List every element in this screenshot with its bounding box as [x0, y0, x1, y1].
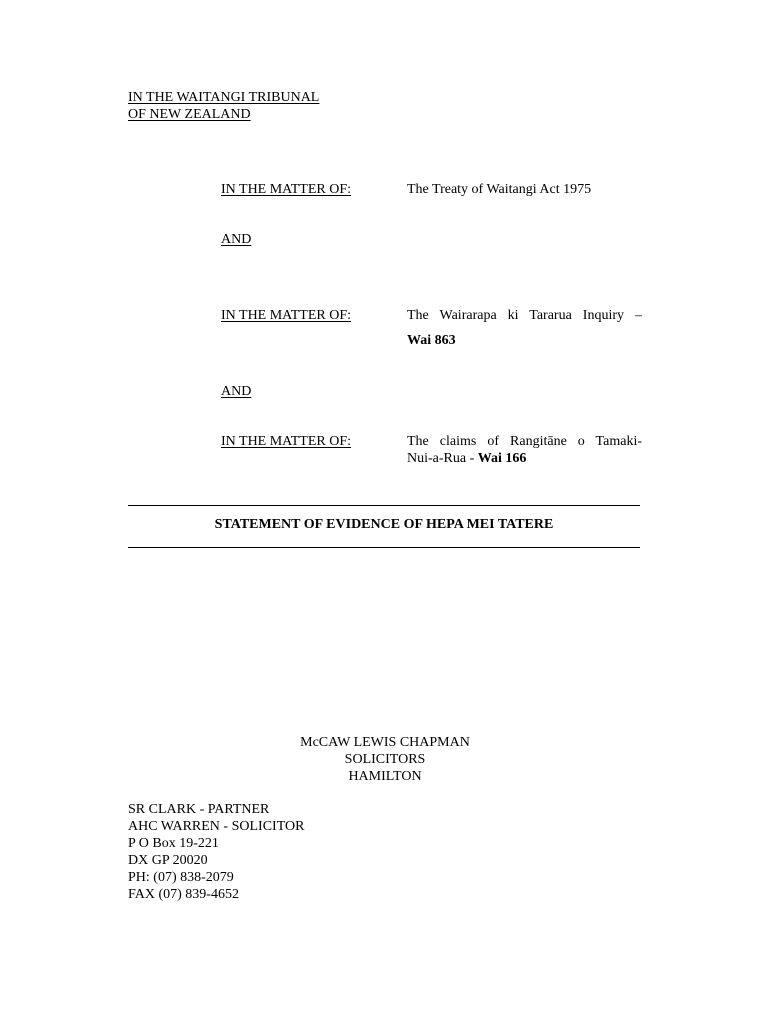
document-title: STATEMENT OF EVIDENCE OF HEPA MEI TATERE: [214, 517, 554, 532]
matter-2-label: IN THE MATTER OF:: [221, 308, 352, 323]
contact-line: SR CLARK - PARTNER: [128, 802, 270, 817]
tribunal-heading: [128, 89, 319, 123]
contact-line: P O Box 19-221: [128, 836, 219, 851]
title-bottom-rule: [128, 547, 640, 548]
firm-city: HAMILTON: [348, 769, 422, 784]
and-1: AND: [221, 232, 252, 247]
contact-line: PH: (07) 838-2079: [128, 870, 234, 885]
matter-3-value-line-2-text: Nui-a-Rua -: [407, 451, 478, 466]
title-top-rule: [128, 505, 640, 506]
matter-3-value-line-1: The claims of Rangitāne o Tamaki-: [407, 434, 642, 449]
contact-line: DX GP 20020: [128, 853, 208, 868]
matter-3-value-line-2: [407, 450, 642, 467]
firm-type: SOLICITORS: [344, 752, 426, 767]
law-firm-block: [180, 734, 590, 785]
contact-line: AHC WARREN - SOLICITOR: [128, 819, 305, 834]
matter-3-value: [407, 433, 642, 467]
tribunal-heading-line-2: OF NEW ZEALAND: [128, 107, 251, 122]
tribunal-heading-line-1: IN THE WAITANGI TRIBUNAL: [128, 90, 320, 105]
firm-name: McCAW LEWIS CHAPMAN: [300, 735, 470, 750]
matter-2-wai-number: [407, 332, 642, 349]
matter-1-label: IN THE MATTER OF:: [221, 182, 352, 197]
matter-2-value: [407, 307, 642, 324]
and-2: AND: [221, 384, 252, 399]
matter-3-wai-bold: Wai 166: [477, 451, 527, 466]
contact-details: [128, 801, 304, 903]
matter-1-value: The Treaty of Waitangi Act 1975: [407, 182, 592, 197]
matter-2-wai-bold: Wai 863: [407, 333, 456, 348]
matter-3-label: IN THE MATTER OF:: [221, 434, 352, 449]
matter-2-value-line-1: The Wairarapa ki Tararua Inquiry –: [407, 308, 642, 323]
contact-line: FAX (07) 839-4652: [128, 887, 239, 902]
